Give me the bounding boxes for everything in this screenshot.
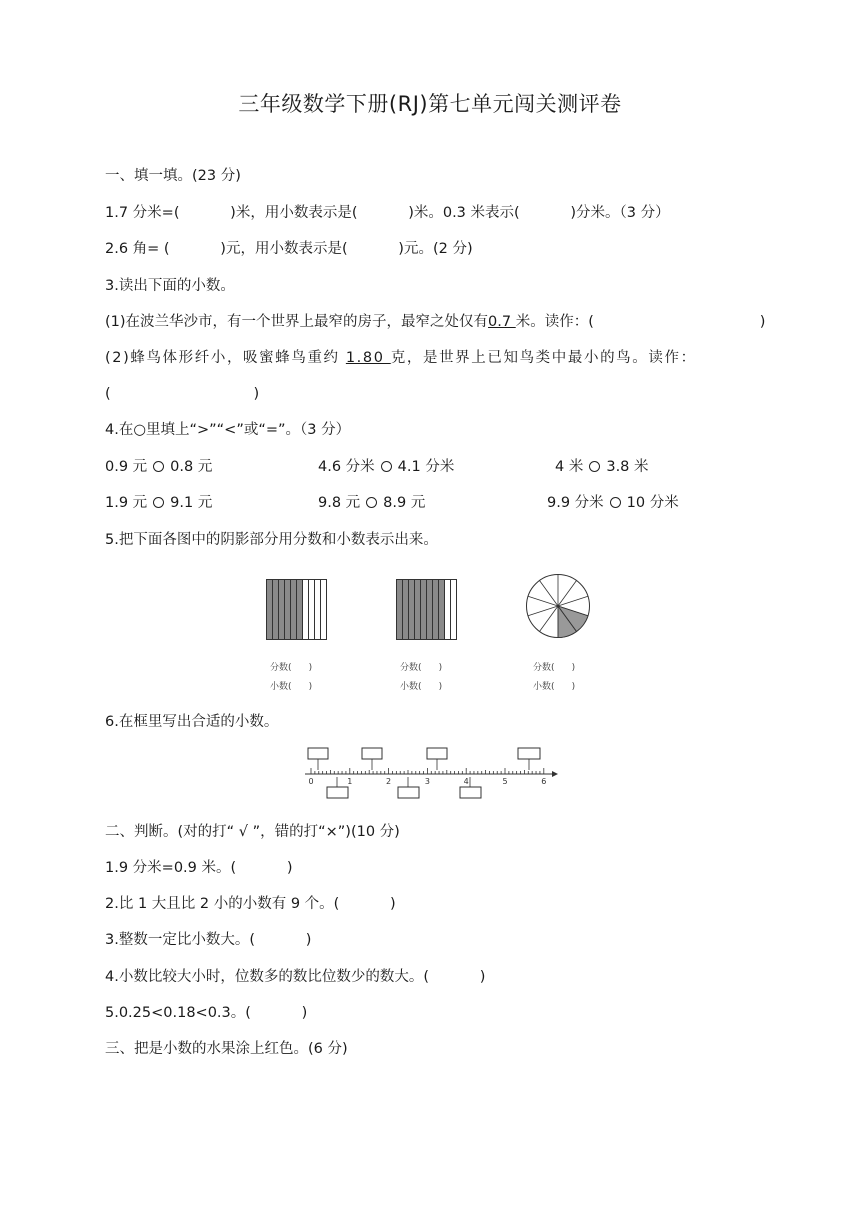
answer-box (460, 787, 481, 798)
tick-label: 0 (308, 777, 314, 786)
compare-circle[interactable] (366, 497, 377, 508)
compare-right: 10 分米 (626, 495, 679, 511)
tick-label: 4 (463, 777, 469, 786)
compare-right: 8.9 元 (383, 495, 426, 511)
q3-2-answer: ( ) (105, 386, 260, 402)
tick-label: 5 (502, 777, 508, 786)
section-2-heading: 二、判断。(对的打“ √ ”，错的打“×”)(10 分) (105, 824, 400, 840)
fig3-fraction-label: 分数( ) (533, 663, 576, 673)
compare-left: 9.8 元 (318, 495, 361, 511)
tick-label: 1 (347, 777, 353, 786)
q3-2-text: (2)蜂鸟体形纤小，吸蜜蜂鸟重约 (105, 350, 346, 366)
number-line (300, 745, 560, 801)
arrow-head-icon (552, 771, 558, 777)
answer-box (398, 787, 419, 798)
tick-label: 2 (386, 777, 392, 786)
pie-figure (525, 573, 591, 639)
answer-box (308, 748, 328, 759)
compare-right: 3.8 米 (606, 459, 649, 475)
compare-item (105, 457, 212, 477)
judge-item-4: 4.小数比较大小时，位数多的数比位数少的数大。( ) (105, 969, 486, 985)
answer-box (327, 787, 348, 798)
q3-2-value: 1.80 (345, 350, 391, 366)
fig3-decimal-label: 小数( ) (533, 682, 576, 692)
question-1-3-2 (105, 348, 697, 368)
compare-right: 9.1 元 (170, 495, 213, 511)
answer-box (427, 748, 447, 759)
fig1-decimal-label: 小数( ) (270, 682, 313, 692)
question-1-3: 3.读出下面的小数。 (105, 278, 235, 294)
compare-circle[interactable] (153, 461, 164, 472)
compare-left: 4 米 (555, 459, 584, 475)
fig1-fraction-label: 分数( ) (270, 663, 313, 673)
question-1-6: 6.在框里写出合适的小数。 (105, 714, 279, 730)
judge-item-5: 5.0.25<0.18<0.3。( ) (105, 1005, 308, 1021)
compare-left: 0.9 元 (105, 459, 148, 475)
compare-circle[interactable] (381, 461, 392, 472)
compare-item (547, 493, 679, 513)
judge-item-1: 1.9 分米=0.9 米。( ) (105, 860, 293, 876)
judge-item-3: 3.整数一定比小数大。( ) (105, 932, 312, 948)
page-title: 三年级数学下册(RJ)第七单元闯关测评卷 (238, 92, 622, 116)
tick-label: 3 (424, 777, 430, 786)
compare-item (318, 493, 425, 513)
q3-1-text: (1)在波兰华沙市，有一个世界上最窄的房子，最窄之处仅有 (105, 314, 489, 330)
compare-left: 1.9 元 (105, 495, 148, 511)
strip-figure-2 (396, 579, 458, 641)
compare-item (318, 457, 454, 477)
strip-figure-1 (266, 579, 328, 641)
section-1-heading: 一、填一填。(23 分) (105, 168, 241, 184)
compare-left: 4.6 分米 (318, 459, 375, 475)
compare-circle[interactable] (153, 497, 164, 508)
tick-label: 6 (541, 777, 547, 786)
compare-right: 0.8 元 (170, 459, 213, 475)
question-1-3-1 (105, 312, 765, 332)
question-1-1: 1.7 分米=( )米，用小数表示是( )米。0.3 米表示( )分米。（3 分） (105, 205, 670, 221)
q3-2-text-end: 克，是世界上已知鸟类中最小的鸟。读作： (390, 350, 697, 366)
judge-item-2: 2.比 1 大且比 2 小的小数有 9 个。( ) (105, 896, 396, 912)
q3-1-value: 0.7 (488, 314, 516, 330)
answer-box (362, 748, 382, 759)
compare-item (105, 493, 212, 513)
fig2-decimal-label: 小数( ) (400, 682, 443, 692)
compare-right: 4.1 分米 (397, 459, 455, 475)
compare-item (555, 457, 649, 477)
compare-left: 9.9 分米 (547, 495, 604, 511)
section-3-heading: 三、把是小数的水果涂上红色。(6 分) (105, 1041, 348, 1057)
q3-1-answer: 米。读作：( ) (515, 314, 766, 330)
question-1-5: 5.把下面各图中的阴影部分用分数和小数表示出来。 (105, 532, 438, 548)
question-1-4: 4.在○里填上“>”“<”或“=”。（3 分） (105, 422, 351, 438)
fig2-fraction-label: 分数( ) (400, 663, 443, 673)
compare-circle[interactable] (589, 461, 600, 472)
answer-box (518, 748, 540, 759)
compare-circle[interactable] (610, 497, 621, 508)
question-1-2: 2.6 角= ( )元，用小数表示是( )元。(2 分) (105, 241, 473, 257)
